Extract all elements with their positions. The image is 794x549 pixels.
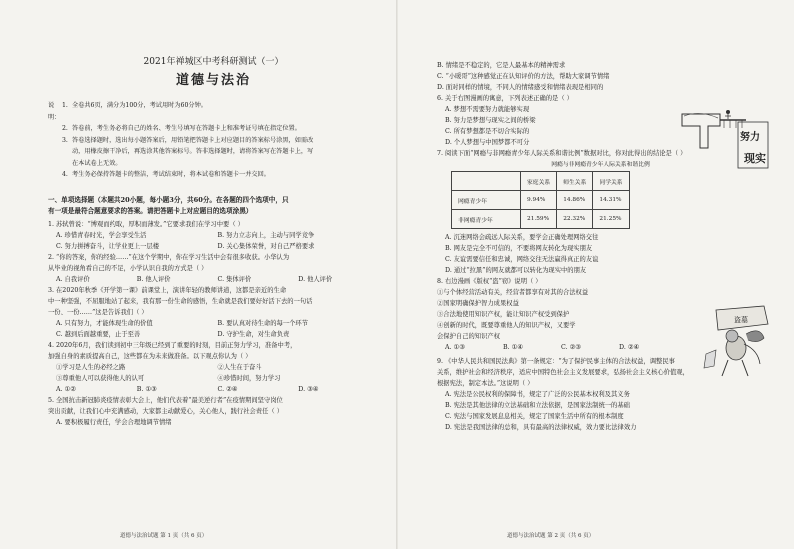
option-d: D. 他人评价 xyxy=(298,275,333,283)
relationship-table xyxy=(451,171,630,229)
instruction-line: 2. 答卷前，考生务必将自己的姓名、考生号填写在答题卡上和准考证号填在指定位置。 xyxy=(62,125,301,132)
exam-title: 2021年禅城区中考科研测试（一） xyxy=(143,57,284,67)
option-d: D. 通过“拉黑”的网友就都可以转化为现实中的朋友 xyxy=(445,267,587,274)
question-2: 2. “你的答案，你的经验……”在这个学期中，你在学习生活中会有很多收获。小华认为 从毕业的视角看自己的不足，小学认识自我的方式是（ ） A. 自我评价 B. 他人评价 C. 集体评价 D. 他人评价 xyxy=(48,252,379,285)
statement-4: ④创新的时代，既要尊重他人的知识产权，又要学 xyxy=(437,322,576,329)
comic-word-reality: 现实 xyxy=(744,152,766,165)
option-b: B. 宪法是其他法律的立法基础和立法依据，是国家法制统一的基础 xyxy=(445,402,630,409)
right-page xyxy=(397,0,794,549)
option-d: D. 个人梦想与中国梦都不可分 xyxy=(445,139,530,146)
table-row: 网瘾青少年 9.94% 14.86% 14.31% xyxy=(452,191,630,210)
option-b: B. ①③ xyxy=(136,385,157,393)
statement-2: ②人生在于奋斗 xyxy=(217,363,262,371)
question-4: 4. 2020年6月，我们读到初中三年级已经到了重要的时刻，目前正努力学习，准备中考， 加强自身的素质提高自己，这些都在为未来做准备。以下观点你认为（ ） ①学习是人生的必经之路 ②人生在于奋斗 ③尊重他人可以获得他人的认可 ④珍惜时间，努力学习 A. ①② B. ①③ C. ②④ D. ③④ xyxy=(48,340,379,395)
table-caption: 网瘾与非网瘾青少年人际关系和谐比例 xyxy=(551,162,650,168)
option-a: A. 梦想不需要努力就能够实现 xyxy=(445,106,530,113)
option-d: D. 面对同样的情境，不同人的情绪感受和情绪表现是相同的 xyxy=(437,84,604,91)
option-a: A. 沉迷网络会疏远人际关系，要学会正确处理网络交往 xyxy=(445,234,599,241)
instructions xyxy=(48,100,379,181)
question-8: 8. 右边漫画《版权“盗”窃》说明（ ） ①与个体经营活动有关，经营者都享有对其的合法权益 ②国家明确保护智力成果权益 ③合法地使用知识产权，能让知识产权受到保护 ④创新的时代，既要尊重他人的知识产权，又要学 会保护自己的知识产权 A. ①③ B. ①④ C. ②③ D. ②④ xyxy=(437,276,677,353)
statement-3: ③合法地使用知识产权，能让知识产权受到保护 xyxy=(437,311,570,318)
option-c: C. 越到后面越重要，止于至善 xyxy=(56,330,141,338)
question-7: 7. 阅读下面“网瘾与非网瘾青少年人际关系和谐比例”数据对比，你对此得出的结论是（ ） 网瘾与非网瘾青少年人际关系和谐比例 家庭关系 师生关系 同学关系 网瘾青少年 9.94% 14.86% 14.31% 非网瘾青少年 21.59% 22.32% 21.25% A. 沉迷网络会疏远人际关系，要学会正确处理网络交往 B. 网友是完全不可信的，不要将网友转化为现实朋友 C. 友谊需要信任和忠诚，网络交往无法赢得真正的友谊 D. 通过“拉黑”的网友就都可以转化为现实中的朋友 xyxy=(437,148,774,276)
option-a: A. 宪法是公民权利的保障书，规定了广泛的公民基本权利及其义务 xyxy=(445,391,630,398)
option-d: D. 关心集体荣誉，对自己严格要求 xyxy=(217,242,315,250)
option-c: C. 集体评价 xyxy=(217,275,252,283)
option-b: B. 努力立志向上，主动与同学竞争 xyxy=(217,231,315,239)
option-c: C. 友谊需要信任和忠诚，网络交往无法赢得真正的友谊 xyxy=(445,256,599,263)
dream-reality-comic-illustration xyxy=(680,108,772,178)
option-d: D. ②④ xyxy=(619,344,640,351)
option-b: B. 要认真对待生命的每一个环节 xyxy=(217,319,308,327)
copyright-theft-comic-illustration xyxy=(698,304,772,384)
option-b: B. 他人评价 xyxy=(136,275,171,283)
instruction-line: 4. 考生务必保持答题卡的整洁，考试结束时，将本试卷和答题卡一并交回。 xyxy=(62,171,270,178)
question-5: 5. 全国抗击新冠肺炎疫情表彰大会上，他们代表着“最美逆行者”在疫情期间坚守岗位 突出贡献，让我们心中充满感动，大家都主动献爱心，关心他人，践行社会责任（ ） A. 要积极履行责任，学会合理地调节情绪 xyxy=(48,395,379,428)
option-d: D. ③④ xyxy=(298,385,319,393)
instruction-line: 动，用橡皮擦干净后，再选涂其他答案标号。答非选择题时，请将答案写在答题卡上，写 xyxy=(72,148,314,155)
option-c: C. “小暖哥”这种感觉正在认知评价的方法，帮助大家调节情绪 xyxy=(437,73,610,80)
question-6: 6. 关于右图漫画的寓意，下列表述正确的是（ ） A. 梦想不需要努力就能够实现 B. 努力是梦想与现实之间的桥梁 C. 所有梦想都是不切合实际的 D. 个人梦想与中国梦都不可分 xyxy=(437,93,677,148)
statement-1: ①与个体经营活动有关，经营者都享有对其的合法权益 xyxy=(437,289,589,296)
option-a: A. ①② xyxy=(56,385,76,393)
comic-label-text: 盗墓 xyxy=(734,316,748,324)
option-a: A. 只有努力，才能体现生命的价值 xyxy=(56,319,153,327)
question-3: 3. 在2020年秋季《开学第一课》前课堂上，演讲年轻的教师讲道，这都是亲近的生命 中一种坚强，不屈服地站了起来，我有那一份生命的感悟，生命就是我们要好好活下去的一句话 一份、一份……”这是告诉我们（ ） A. 只有努力，才能体现生命的价值 B. 要认真对待生命的每一个环节 C. 越到后面越重要，止于至善 D. 守护生命，对生命负责 xyxy=(48,285,379,340)
instruction-line: 3. 答卷选择题时，选出每小题答案后，用铅笔把答题卡上对应题目的答案标号涂黑，如需改 xyxy=(62,136,314,144)
col-header: 同学关系 xyxy=(593,172,629,191)
option-a: A. ①③ xyxy=(445,344,465,351)
page-footer: 道德与法治试题 第 2 页（共 6 页） xyxy=(507,533,595,539)
option-a: A. 自我评价 xyxy=(56,275,90,283)
option-a: A. 要积极履行责任，学会合理地调节情绪 xyxy=(56,418,172,426)
option-c: C. 宪法与国家发展息息相关，规定了国家生活中所有的根本制度 xyxy=(445,413,624,420)
option-b: B. 情绪是不稳定的，它是人最基本的精神需求 xyxy=(437,62,566,69)
option-c: C. 所有梦想都是不切合实际的 xyxy=(445,128,530,135)
option-b: B. 网友是完全不可信的，不要将网友转化为现实朋友 xyxy=(445,245,593,252)
col-header: 师生关系 xyxy=(557,172,593,191)
option-c: C. ②③ xyxy=(561,344,581,351)
option-a: A. 珍惜青春时光，学会享受生活 xyxy=(56,231,147,239)
option-d: D. 守护生命，对生命负责 xyxy=(217,330,290,338)
table-header-row xyxy=(452,172,630,191)
instructions-label: 说明： xyxy=(48,102,61,121)
statement-3: ③尊重他人可以获得他人的认可 xyxy=(56,374,145,382)
q5-continued-options xyxy=(437,60,774,93)
subject-title: 道德与法治 xyxy=(175,73,251,88)
question-1: 1. 苏轼曾说：“博观而约取，厚积而薄发。”它要求我们在学习中要（ ） A. 珍惜青春时光，学会享受生活 B. 努力立志向上，主动与同学竞争 C. 努力拼搏奋斗，让学业更上一层楼 D. 关心集体荣誉，对自己严格要求 xyxy=(48,219,379,252)
page-footer: 道德与法治试题 第 1 页（共 6 页） xyxy=(120,533,208,539)
section-title: 一、单项选择题（本题共20小题，每小题3分，共60分。在各题的四个选项中，只 有一项是最符合题意要求的答案。请把答题卡上对应题目的选项涂黑） xyxy=(48,195,289,215)
instruction-line: 说明： 1. 全卷共6页，满分为100分，考试用时为60分钟。 xyxy=(48,100,379,123)
option-c: C. ②④ xyxy=(217,385,238,393)
option-b: B. 努力是梦想与现实之间的桥梁 xyxy=(445,117,536,124)
comic-word-effort: 努力 xyxy=(740,132,760,143)
instruction-line: 在本试卷上无效。 xyxy=(72,159,122,167)
statement-4: ④珍惜时间，努力学习 xyxy=(217,374,281,382)
option-d: D. 宪法是我国法律的总和，具有最高的法律权威，效力要比法律效力 xyxy=(445,424,637,431)
question-9: 9. 《中华人民共和国民法典》第一条规定：“为了保护民事主体的合法权益，调整民事 关系，维护社会和经济秩序，适应中国特色社会主义发展要求，弘扬社会主义核心价值观， 根据宪法，制定本法。”这说明（ ） A. 宪法是公民权利的保障书，规定了广泛的公民基本权利及其义务 B. 宪法是其他法律的立法基础和立法依据，是国家法制统一的基础 C. 宪法与国家发展息息相关，规定了国家生活中所有的根本制度 D. 宪法是我国法律的总和，具有最高的法律权威，效力要比法律效力 xyxy=(437,356,774,433)
option-c: C. 努力拼搏奋斗，让学业更上一层楼 xyxy=(56,242,160,250)
statement-2: ②国家明确保护智力成果权益 xyxy=(437,300,519,307)
col-header: 家庭关系 xyxy=(521,172,557,191)
option-b: B. ①④ xyxy=(503,344,523,351)
table-row: 非网瘾青少年 21.59% 22.32% 21.25% xyxy=(452,210,630,229)
statement-1: ①学习是人生的必经之路 xyxy=(56,363,126,371)
